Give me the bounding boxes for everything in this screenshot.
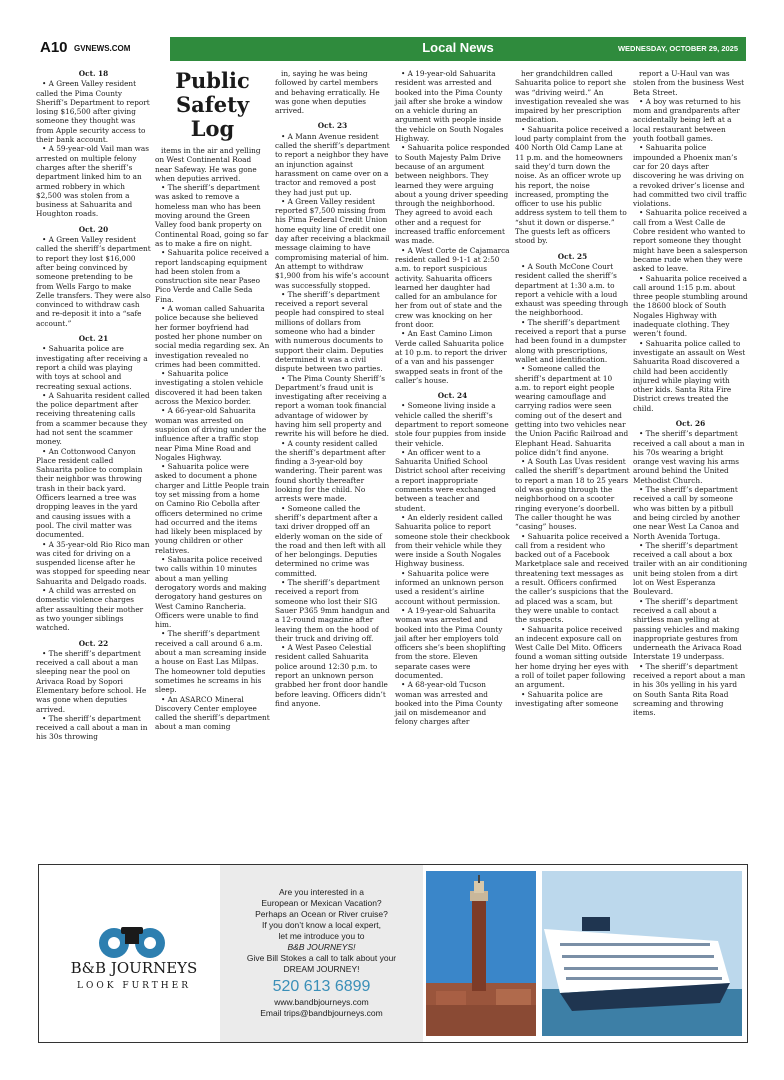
- advertisement[interactable]: [38, 864, 748, 1043]
- page-number: A10: [40, 39, 68, 56]
- log-entry: • A child was arrested on domestic violence charges after assaulting their mother as two younger siblings watched.: [36, 586, 144, 633]
- log-entry: • The sheriff’s department received a report that a purse had been found in a dumpster along with prescriptions, wallet and identification.: [515, 317, 627, 364]
- log-entry: • Sahuarita police called to investigate an assault on West Sahuarita Road discovered a child had been accidently injured while playing with other kids. Santa Rita Fire District crews treated the child.: [633, 338, 746, 413]
- log-entry: • A Green Valley resident reported $7,500 missing from his Pima Federal Credit Union home equity line of credit one day after receiving a blackmail message claiming to have compromising material of him. An attempt to withdraw $1,900 from his wife’s account was successfully stopped.: [275, 196, 390, 290]
- date-heading: Oct. 25: [557, 251, 588, 261]
- ad-email-link[interactable]: Email trips@bandbjourneys.com: [260, 1008, 383, 1018]
- logo-tagline: LOOK FURTHER: [77, 981, 191, 991]
- title-line: Log: [190, 116, 235, 141]
- log-entry: • The sheriff’s department received a call about a man sleeping near the pool on Arivaca Road by Sopori Elementary before school. He was gone when deputies arrived.: [36, 648, 147, 714]
- log-entry: • A 66-year-old Sahuarita woman was arrested on suspicion of driving under the influence after a traffic stop near Pima Mine Road and Nogales Highway.: [155, 406, 267, 462]
- log-entry: • A 35-year-old Rio Rico man was cited for driving on a suspended license after he was stopped for speeding near Sahuarita and Delgado roads.: [36, 539, 150, 586]
- log-entry: • Someone living inside a vehicle called the sheriff’s department to report someone stole four puppies from inside their vehicle.: [395, 401, 509, 448]
- ad-line: Give Bill Stokes a call to talk about your: [246, 953, 397, 963]
- log-entry: • A Green Valley resident called the sheriff’s department to report they lost $16,000 after being convinced by someone pretending to be from Wells Fargo to make Zelle transfers. They were also convinced to withdraw cash and re-deposit it into a “safe account.”: [36, 235, 151, 328]
- article-column-2: [155, 69, 270, 732]
- log-entry: • A West Paseo Celestial resident called Sahuarita police around 12:30 p.m. to report an unknown person grabbed her front door handle before leaving. Officers didn’t find anyone.: [275, 643, 388, 708]
- tower-photo: [426, 871, 536, 1036]
- section-title: Local News: [422, 40, 494, 55]
- log-entry: • A 19-year-old Sahuarita woman was arrested and booked into the Pima County jail after her employers told officers she’s been shoplifting from the store. Eleven separate cases were documented.: [395, 605, 506, 680]
- log-entry: items in the air and yelling on West Continental Road near Safeway. He was gone when deputies arrived.: [155, 146, 261, 183]
- log-entry: • An ASARCO Mineral Discovery Center employee called the sheriff’s department about a man coming: [155, 694, 270, 732]
- log-entry: • The sheriff’s department received a call by someone who was bitten by a pitbull and being circled by another one near West La Canoa and North Avenida Tortuga.: [633, 485, 740, 541]
- date-heading: Oct. 23: [317, 121, 348, 131]
- log-entry: • An Cottonwood Canyon Place resident called Sahuarita police to complain their neighbor was throwing trash in their back yard. Officers learned a tree was dropping leaves in the yard and causing issues with a pool. The civil matter was documented.: [36, 446, 143, 540]
- log-entry: • Sahuarita police are investigating after receiving a report a child was playing with toys at school and recreating sexual actions.: [36, 344, 148, 391]
- log-entry: • The sheriff’s department received a report from someone who lost their SIG Sauer P365 9mm handgun and a 12-round magazine after leaving them on the hood of their truck and driving off.: [275, 578, 390, 643]
- date-heading: Oct. 21: [78, 334, 109, 344]
- log-entry: • The sheriff’s department received a call about a box trailer with an air conditioning unit being stolen from a dirt lot on West Esperanza Boulevard.: [633, 540, 748, 597]
- log-entry: • A county resident called the sheriff’s department after finding a 3-year-old boy wandering. Their parent was found shortly thereafter looking for the child. No arrests were made.: [275, 438, 386, 504]
- date-heading: Oct. 24: [437, 391, 468, 401]
- title-line: Public: [175, 68, 250, 93]
- log-entry: her grandchildren called Sahuarita police to report she was “driving weird.” An investigation revealed she was impaired by her prescription medication.: [515, 69, 629, 125]
- log-entry: • Sahuarita police received a call around 1:15 p.m. about three people stumbling around the 18600 block of South Nogales Highway with inadequate clothing. They weren’t found.: [633, 273, 748, 339]
- log-entry: • Sahuarita police received an indecent exposure call on West Calle Del Mito. Officers found a woman sitting outside her home drying her eyes with a roll of toilet paper following an argument.: [515, 624, 629, 690]
- ad-line: Perhaps an Ocean or River cruise?: [255, 909, 388, 919]
- date-heading: Oct. 18: [78, 69, 109, 78]
- log-entry: • A 19-year-old Sahuarita resident was arrested and booked into the Pima County jail after she broke a window on a vehicle during an argument with people inside the vehicle on South Nogales Highway.: [395, 69, 504, 144]
- log-entry: • An elderly resident called Sahuarita police to report someone stole their checkbook from their vehicle while they were inside a South Nogales Highway business.: [395, 512, 510, 569]
- log-entry: in, saying he was being followed by cartel members and behaving erratically. He was gone when deputies arrived.: [275, 69, 380, 116]
- date-heading: Oct. 26: [675, 418, 706, 428]
- log-entry: • The sheriff’s department received a call about a man in his 70s wearing a bright orange vest waving his arms around behind the United Methodist Church.: [633, 429, 745, 485]
- log-entry: • A West Corte de Cajamarca resident called 9-1-1 at 2:50 a.m. to report suspicious activity. Sahuarita officers learned her daughter had called for an ambulance for her from out of state and the crew was knocking on her front door.: [395, 245, 510, 330]
- log-entry: • A Sahuarita resident called the police department after receiving threatening calls from a scammer because they had not sent the scammer money.: [36, 390, 150, 447]
- log-entry: • Someone called the sheriff’s department at 10 a.m. to report eight people wearing camouflage and carrying radios were seen coming out of the desert and getting into two vehicles near the Union Pacific Railroad and Elephant Head. Sahuarita police didn’t find anyone.: [515, 364, 629, 457]
- ad-line: European or Mexican Vacation?: [261, 898, 382, 908]
- log-entry: • A South Las Uvas resident called the sheriff’s department to report a man 18 to 25 years old was going through the neighborhood on a scooter ringing everyone’s doorbell. The caller thought he was “casing” houses.: [515, 457, 630, 532]
- log-entry: • Sahuarita police impounded a Phoenix man’s car for 20 days after discovering he was driving on a revoked driver’s license and had committed two civil traffic violations.: [633, 143, 747, 209]
- log-entry: • The sheriff’s department received a report about a man in his 30s yelling in his yard on South Santa Rita Road screaming and throwing items.: [633, 661, 746, 718]
- log-entry: • The sheriff’s department was asked to remove a homeless man who has been moving around the Green Valley food bank property on Continental Road, going so far as to make a fire on night.: [155, 183, 269, 248]
- ad-line: B&B JOURNEYS!: [287, 942, 356, 952]
- log-entry: • A 68-year-old Tucson woman was arrested and booked into the Pima County jail on misdemeanor and felony charges after: [395, 680, 503, 727]
- log-entry: • Sahuarita police received a loud party complaint from the 400 North Old Camp Lane at 11 p.m. and the homeowners said they’d turn down the noise. As an officer wrote up his report, the noise increased, prompting the officer to use his public address system to tell them to “shut it down or disperse.” The guests left as officers stood by.: [515, 124, 629, 246]
- section-bar: [170, 37, 746, 61]
- cruise-ship-photo: [542, 871, 742, 1036]
- logo-name: B&B JOURNEYS: [70, 959, 198, 977]
- log-entry: • The sheriff’s department received a report several people had conspired to steal millions of dollars from someone who had a binder with numerous documents to support their claim. Deputies determined it was a civil dispute between two parties.: [275, 289, 385, 374]
- title-line: Safety: [175, 92, 250, 117]
- log-entry: • A South McCone Court resident called the sheriff’s department at 1:30 a.m. to report a vehicle with a loud exhaust was speeding through the neighborhood.: [515, 261, 629, 318]
- log-entry: • A woman called Sahuarita police because she believed her former boyfriend had posted her phone number on social media regarding sex. An investigation revealed no crimes had been committed.: [155, 304, 270, 369]
- log-entry: • Sahuarita police responded to South Majesty Palm Drive because of an argument between neighbors. They learned they were arguing about a young driver speeding through the neighborhood. They agreed to avoid each other and a request for increased traffic enforcement was made.: [395, 143, 510, 246]
- log-entry: • Sahuarita police are investigating after someone: [515, 689, 619, 708]
- ad-line: DREAM JOURNEY!: [283, 964, 360, 974]
- ad-line: let me introduce you to: [278, 931, 365, 941]
- log-entry: • Sahuarita police received a call from a resident who backed out of a Facebook Marketplace sale and received threatening text messages as a result. Officers confirmed the caller’s suspicions that the ad placed was a scam, but they were unable to contact the suspects.: [515, 531, 629, 625]
- log-entry: • A Mann Avenue resident called the sheriff’s department to report a neighbor they have an injunction against harassment on came over on a tractor and removed a post they had just put up.: [275, 131, 390, 197]
- log-entry: report a U-Haul van was stolen from the business West Beta Street.: [633, 69, 745, 97]
- article-column-6: [633, 69, 748, 717]
- ad-line: If you don’t know a local expert,: [261, 920, 382, 930]
- bb-journeys-logo: [49, 925, 219, 999]
- log-entry: • Someone called the sheriff’s department after a taxi driver dropped off an elderly woman on the side of the road and then left with all of her belongings. Deputies determined no crime was committed.: [275, 503, 386, 578]
- log-entry: • An officer went to a Sahuarita Unified School District school after receiving a report inappropriate comments were exchanged between a teacher and student.: [395, 447, 506, 513]
- date-heading: Oct. 22: [78, 638, 109, 648]
- article-column-5: [515, 69, 630, 708]
- log-entry: • A Green Valley resident called the Pima County Sheriff’s Department to report losing $16,500 after giving someone they thought was from Apple security access to their bank account.: [36, 79, 150, 145]
- log-entry: • Sahuarita police received a report landscaping equipment had been stolen from a construction site near Paseo Pico Verde and Calle Seda Fina.: [155, 248, 269, 304]
- ad-website-link[interactable]: www.bandbjourneys.com: [274, 997, 369, 1007]
- log-entry: • The Pima County Sheriff’s Department’s fraud unit is investigating after receiving a report a woman took financial advantage of widower by having him sell property and rewrite his will before he died.: [275, 373, 389, 439]
- ad-line: Are you interested in a: [278, 887, 365, 897]
- log-entry: • The sheriff’s department received a call about a shirtless man yelling at passing vehicles and making inappropriate gestures from underneath the Arivaca Road Interstate 19 underpass.: [633, 596, 742, 662]
- article-column-1: [36, 69, 151, 742]
- log-entry: • A 59-year-old Vail man was arrested on multiple felony charges after the sheriff’s department linked him to an armed robbery in which $2,500 was stolen from a business at Sahuarita and Houghton roads.: [36, 144, 149, 219]
- log-entry: • Sahuarita police were informed an unknown person used a resident’s airline account without permission.: [395, 568, 504, 606]
- ad-phone-number[interactable]: 520 613 6899: [272, 978, 371, 995]
- issue-date: WEDNESDAY, OCTOBER 29, 2025: [617, 44, 738, 53]
- log-entry: • An East Camino Limon Verde called Sahuarita police at 10 p.m. to report the driver of a van and his passenger swapped seats in front of the caller’s house.: [395, 329, 507, 385]
- site-name[interactable]: GVNEWS.COM: [74, 44, 131, 53]
- date-heading: Oct. 20: [78, 224, 109, 234]
- log-entry: • Sahuarita police received two calls within 10 minutes about a man yelling derogatory words and making derogatory hand gestures on West Camino Rancheria. Officers were unable to find him.: [155, 555, 267, 630]
- page-header: [30, 37, 746, 63]
- article-column-4: [395, 69, 510, 727]
- log-entry: • Sahuarita police investigating a stolen vehicle discovered it had been taken across the Mexico border.: [155, 369, 264, 407]
- article-column-3: [275, 69, 390, 708]
- log-entry: • Sahuarita police received a call from a West Calle de Cobre resident who wanted to report someone they thought might have been a salesperson became rude when they were asked to leave.: [633, 208, 748, 274]
- log-entry: • Sahuarita police were asked to document a phone charger and Little People train toy set missing from a home on Camino Rio Cebolla after officers determined no crime had occurred and the items had likely been misplaced by young children or other relatives.: [155, 462, 270, 555]
- log-entry: • The sheriff’s department received a call around 6 a.m. about a man screaming inside a house on East Las Milpas. The homeowner told deputies sometimes he screams in his sleep.: [155, 629, 267, 695]
- log-entry: • The sheriff’s department received a call about a man in his 30s throwing: [36, 713, 148, 742]
- log-entry: • A boy was returned to his mom and grandparents after accidentally being left at a local restaurant between youth football games.: [633, 96, 741, 144]
- page-title: [155, 69, 270, 141]
- binoculars-icon: [49, 925, 219, 995]
- ad-copy: [220, 865, 423, 1042]
